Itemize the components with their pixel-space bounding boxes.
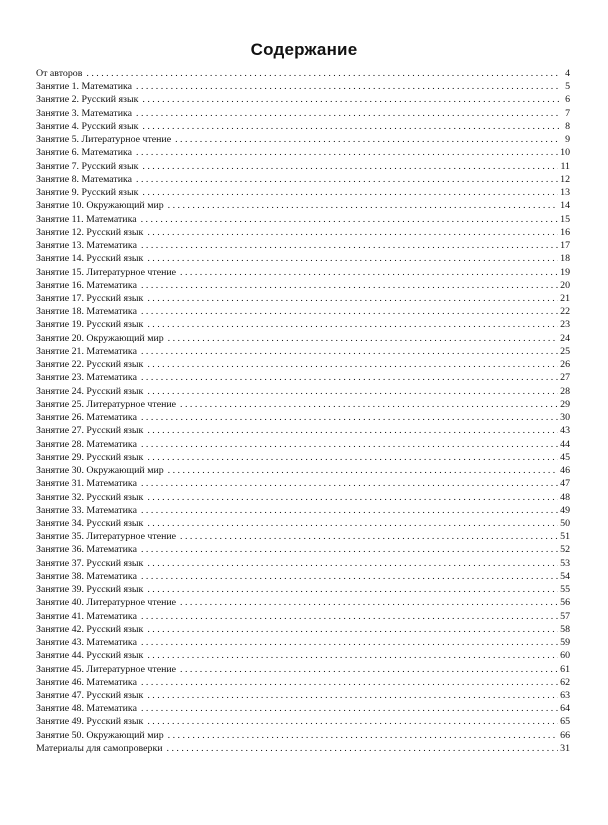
dot-leader bbox=[147, 292, 558, 305]
toc-entry-page-number: 20 bbox=[560, 279, 570, 291]
toc-entry-label: Занятие 22. Русский язык bbox=[36, 359, 144, 371]
dot-leader bbox=[147, 517, 558, 530]
toc-entry-page-number: 64 bbox=[560, 703, 570, 715]
toc-entry bbox=[36, 636, 570, 649]
toc-entry bbox=[36, 93, 570, 106]
toc-entry bbox=[36, 305, 570, 318]
toc-entry-page-number: 58 bbox=[560, 623, 570, 635]
toc-entry bbox=[36, 464, 570, 477]
dot-leader bbox=[168, 332, 558, 345]
toc-entry-page-number: 46 bbox=[560, 465, 570, 477]
toc-entry-label: Занятие 25. Литературное чтение bbox=[36, 398, 177, 410]
dot-leader bbox=[136, 80, 560, 93]
toc-entry-label: Занятие 24. Русский язык bbox=[36, 385, 144, 397]
dot-leader bbox=[180, 266, 558, 279]
toc-entry-page-number: 31 bbox=[560, 742, 570, 754]
dot-leader bbox=[147, 491, 558, 504]
toc-entry bbox=[36, 398, 570, 411]
dot-leader bbox=[142, 186, 558, 199]
toc-entry-label: Занятие 26. Математика bbox=[36, 412, 137, 424]
toc-entry-label: Материалы для самопроверки bbox=[36, 742, 163, 754]
toc-entry-page-number: 22 bbox=[560, 306, 570, 318]
dot-leader bbox=[147, 583, 558, 596]
dot-leader bbox=[147, 689, 558, 702]
dot-leader bbox=[167, 742, 559, 755]
toc-entry-label: Занятие 34. Русский язык bbox=[36, 517, 144, 529]
toc-entry-label: Занятие 37. Русский язык bbox=[36, 557, 144, 569]
toc-entry-label: Занятие 43. Математика bbox=[36, 637, 137, 649]
toc-entry-label: Занятие 50. Окружающий мир bbox=[36, 729, 164, 741]
toc-entry-page-number: 7 bbox=[565, 107, 570, 119]
toc-entry-label: Занятие 2. Русский язык bbox=[36, 94, 139, 106]
toc-entry-label: Занятие 14. Русский язык bbox=[36, 253, 144, 265]
toc-entry-label: Занятие 8. Математика bbox=[36, 173, 133, 185]
toc-entry-page-number: 44 bbox=[560, 438, 570, 450]
toc-entry-label: Занятие 20. Окружающий мир bbox=[36, 332, 164, 344]
toc-entry-page-number: 61 bbox=[560, 663, 570, 675]
toc-entry-label: Занятие 30. Окружающий мир bbox=[36, 465, 164, 477]
dot-leader bbox=[180, 398, 558, 411]
toc-entry-label: Занятие 44. Русский язык bbox=[36, 650, 144, 662]
toc-entry-page-number: 6 bbox=[565, 94, 570, 106]
toc-entry bbox=[36, 186, 570, 199]
toc-entry-label: Занятие 10. Окружающий мир bbox=[36, 200, 164, 212]
dot-leader bbox=[141, 371, 558, 384]
toc-entry bbox=[36, 107, 570, 120]
toc-entry-label: Занятие 29. Русский язык bbox=[36, 451, 144, 463]
dot-leader bbox=[142, 160, 558, 173]
dot-leader bbox=[147, 715, 558, 728]
toc-entry bbox=[36, 649, 570, 662]
toc-entry-page-number: 59 bbox=[560, 637, 570, 649]
toc-entry-page-number: 13 bbox=[560, 187, 570, 199]
toc-entry-label: Занятие 39. Русский язык bbox=[36, 584, 144, 596]
dot-leader bbox=[136, 173, 558, 186]
toc-entry-label: Занятие 17. Русский язык bbox=[36, 292, 144, 304]
toc-entry-page-number: 12 bbox=[560, 173, 570, 185]
toc-entry-page-number: 52 bbox=[560, 544, 570, 556]
dot-leader bbox=[147, 623, 558, 636]
toc-entry-page-number: 15 bbox=[560, 213, 570, 225]
toc-entry bbox=[36, 226, 570, 239]
toc-entry bbox=[36, 411, 570, 424]
toc-entry bbox=[36, 504, 570, 517]
toc-entry-page-number: 25 bbox=[560, 345, 570, 357]
toc-entry-page-number: 30 bbox=[560, 412, 570, 424]
dot-leader bbox=[147, 424, 558, 437]
toc-entry bbox=[36, 517, 570, 530]
toc-entry-label: Занятие 18. Математика bbox=[36, 306, 137, 318]
toc-entry bbox=[36, 742, 570, 755]
toc-entry bbox=[36, 676, 570, 689]
toc-entry-label: Занятие 16. Математика bbox=[36, 279, 137, 291]
toc-entry bbox=[36, 451, 570, 464]
dot-leader bbox=[147, 318, 558, 331]
toc-entry-page-number: 47 bbox=[560, 478, 570, 490]
dot-leader bbox=[168, 464, 558, 477]
dot-leader bbox=[141, 504, 558, 517]
toc-entry bbox=[36, 80, 570, 93]
dot-leader bbox=[141, 477, 558, 490]
toc-entry bbox=[36, 715, 570, 728]
toc-entry-page-number: 28 bbox=[560, 385, 570, 397]
toc-entry-label: Занятие 3. Математика bbox=[36, 107, 133, 119]
dot-leader bbox=[141, 305, 558, 318]
toc-entry bbox=[36, 438, 570, 451]
toc-entry-label: Занятие 28. Математика bbox=[36, 438, 137, 450]
toc-entry-page-number: 48 bbox=[560, 491, 570, 503]
toc-entry-page-number: 57 bbox=[560, 610, 570, 622]
toc-entry-page-number: 62 bbox=[560, 676, 570, 688]
toc-entry-page-number: 9 bbox=[565, 134, 570, 146]
dot-leader bbox=[141, 345, 558, 358]
dot-leader bbox=[136, 107, 560, 120]
toc-entry bbox=[36, 385, 570, 398]
toc-entry bbox=[36, 173, 570, 186]
dot-leader bbox=[180, 663, 558, 676]
toc-entry-label: Занятие 15. Литературное чтение bbox=[36, 266, 177, 278]
toc-entry-label: Занятие 11. Математика bbox=[36, 213, 137, 225]
toc-entry-page-number: 4 bbox=[565, 68, 570, 79]
toc-entry bbox=[36, 477, 570, 490]
toc-entry bbox=[36, 610, 570, 623]
toc-entry bbox=[36, 67, 570, 80]
toc-entry-page-number: 21 bbox=[560, 292, 570, 304]
toc-entry-page-number: 60 bbox=[560, 650, 570, 662]
toc-entry-page-number: 19 bbox=[560, 266, 570, 278]
toc-entry-label: Занятие 27. Русский язык bbox=[36, 425, 144, 437]
dot-leader bbox=[141, 702, 558, 715]
toc-entry bbox=[36, 239, 570, 252]
toc-entry-page-number: 56 bbox=[560, 597, 570, 609]
toc-entry-label: Занятие 23. Математика bbox=[36, 372, 137, 384]
toc-entry-label: Занятие 1. Математика bbox=[36, 81, 133, 93]
toc-entry-label: Занятие 42. Русский язык bbox=[36, 623, 144, 635]
toc-entry-page-number: 26 bbox=[560, 359, 570, 371]
toc-entry bbox=[36, 702, 570, 715]
page-title: Содержание bbox=[250, 40, 358, 59]
dot-leader bbox=[168, 199, 558, 212]
toc-entry bbox=[36, 663, 570, 676]
dot-leader bbox=[147, 226, 558, 239]
toc-entry-label: Занятие 40. Литературное чтение bbox=[36, 597, 177, 609]
toc-entry bbox=[36, 358, 570, 371]
toc-entry-page-number: 10 bbox=[560, 147, 570, 159]
toc-entry-page-number: 27 bbox=[560, 372, 570, 384]
dot-leader bbox=[141, 543, 558, 556]
dot-leader bbox=[147, 557, 558, 570]
dot-leader bbox=[141, 279, 558, 292]
toc-entry-label: Занятие 9. Русский язык bbox=[36, 187, 139, 199]
toc-entry bbox=[36, 345, 570, 358]
dot-leader bbox=[141, 438, 558, 451]
toc-entry-label: Занятие 21. Математика bbox=[36, 345, 137, 357]
toc-entry bbox=[36, 596, 570, 609]
toc-entry-page-number: 8 bbox=[565, 120, 570, 132]
toc-entry-label: Занятие 36. Математика bbox=[36, 544, 137, 556]
toc-entry bbox=[36, 292, 570, 305]
toc-entry-page-number: 50 bbox=[560, 517, 570, 529]
dot-leader bbox=[180, 596, 558, 609]
dot-leader bbox=[175, 133, 560, 146]
dot-leader bbox=[147, 252, 558, 265]
toc-entry-page-number: 17 bbox=[560, 240, 570, 252]
toc-entry-label: Занятие 5. Литературное чтение bbox=[36, 134, 172, 146]
toc-entry bbox=[36, 623, 570, 636]
toc-entry-page-number: 54 bbox=[560, 570, 570, 582]
dot-leader bbox=[141, 610, 558, 623]
dot-leader bbox=[142, 120, 560, 133]
dot-leader bbox=[141, 213, 559, 226]
toc-entry-page-number: 45 bbox=[560, 451, 570, 463]
toc-entry-page-number: 65 bbox=[560, 716, 570, 728]
toc-entry-label: Занятие 31. Математика bbox=[36, 478, 137, 490]
toc-entry-page-number: 43 bbox=[560, 425, 570, 437]
toc-entry bbox=[36, 146, 570, 159]
toc-entry-label: Занятие 49. Русский язык bbox=[36, 716, 144, 728]
toc-entry bbox=[36, 557, 570, 570]
toc-entry-page-number: 49 bbox=[560, 504, 570, 516]
toc-entry-page-number: 14 bbox=[560, 200, 570, 212]
toc-entry-label: Занятие 32. Русский язык bbox=[36, 491, 144, 503]
toc-entry bbox=[36, 424, 570, 437]
toc-entry-page-number: 16 bbox=[560, 226, 570, 238]
toc-entry-label: Занятие 7. Русский язык bbox=[36, 160, 139, 172]
toc-entry bbox=[36, 252, 570, 265]
toc-entry-page-number: 11 bbox=[560, 160, 570, 172]
toc-entry bbox=[36, 213, 570, 226]
toc-entry-page-number: 29 bbox=[560, 398, 570, 410]
dot-leader bbox=[141, 239, 558, 252]
toc-entry-label: Занятие 38. Математика bbox=[36, 570, 137, 582]
toc-entry-label: Занятие 48. Математика bbox=[36, 703, 137, 715]
toc-entry bbox=[36, 543, 570, 556]
dot-leader bbox=[141, 636, 558, 649]
toc-entry bbox=[36, 266, 570, 279]
toc-entry bbox=[36, 371, 570, 384]
toc-entry-page-number: 66 bbox=[560, 729, 570, 741]
dot-leader bbox=[141, 676, 558, 689]
dot-leader bbox=[86, 67, 560, 80]
dot-leader bbox=[141, 411, 558, 424]
toc-entry-label: Занятие 13. Математика bbox=[36, 240, 137, 252]
toc-entry-page-number: 24 bbox=[560, 332, 570, 344]
dot-leader bbox=[147, 649, 558, 662]
dot-leader bbox=[136, 146, 558, 159]
toc-entry bbox=[36, 120, 570, 133]
dot-leader bbox=[147, 451, 558, 464]
toc-entry bbox=[36, 332, 570, 345]
dot-leader bbox=[142, 93, 560, 106]
toc-entry-page-number: 5 bbox=[565, 81, 570, 93]
toc-entry-label: Занятие 47. Русский язык bbox=[36, 690, 144, 702]
toc-entry bbox=[36, 279, 570, 292]
dot-leader bbox=[147, 385, 558, 398]
toc-entry bbox=[36, 689, 570, 702]
toc-entry bbox=[36, 583, 570, 596]
toc-entry bbox=[36, 729, 570, 742]
toc-entry bbox=[36, 570, 570, 583]
toc-entry-page-number: 63 bbox=[560, 690, 570, 702]
toc-entry-label: Занятие 12. Русский язык bbox=[36, 226, 144, 238]
toc-entry-page-number: 51 bbox=[560, 531, 570, 543]
table-of-contents bbox=[36, 67, 570, 755]
toc-entry-page-number: 23 bbox=[560, 319, 570, 331]
toc-entry-label: Занятие 45. Литературное чтение bbox=[36, 663, 177, 675]
toc-entry-label: Занятие 41. Математика bbox=[36, 610, 137, 622]
dot-leader bbox=[180, 530, 558, 543]
toc-entry bbox=[36, 133, 570, 146]
toc-entry-page-number: 53 bbox=[560, 557, 570, 569]
toc-entry-label: От авторов bbox=[36, 68, 83, 79]
toc-entry-page-number: 55 bbox=[560, 584, 570, 596]
toc-entry bbox=[36, 160, 570, 173]
dot-leader bbox=[168, 729, 558, 742]
toc-entry bbox=[36, 318, 570, 331]
dot-leader bbox=[147, 358, 558, 371]
dot-leader bbox=[141, 570, 558, 583]
toc-entry bbox=[36, 491, 570, 504]
toc-entry-label: Занятие 46. Математика bbox=[36, 676, 137, 688]
toc-entry-label: Занятие 19. Русский язык bbox=[36, 319, 144, 331]
toc-entry-page-number: 18 bbox=[560, 253, 570, 265]
toc-entry-label: Занятие 4. Русский язык bbox=[36, 120, 139, 132]
toc-entry bbox=[36, 199, 570, 212]
toc-entry-label: Занятие 6. Математика bbox=[36, 147, 133, 159]
toc-entry-label: Занятие 35. Литературное чтение bbox=[36, 531, 177, 543]
toc-entry-label: Занятие 33. Математика bbox=[36, 504, 137, 516]
toc-entry bbox=[36, 530, 570, 543]
